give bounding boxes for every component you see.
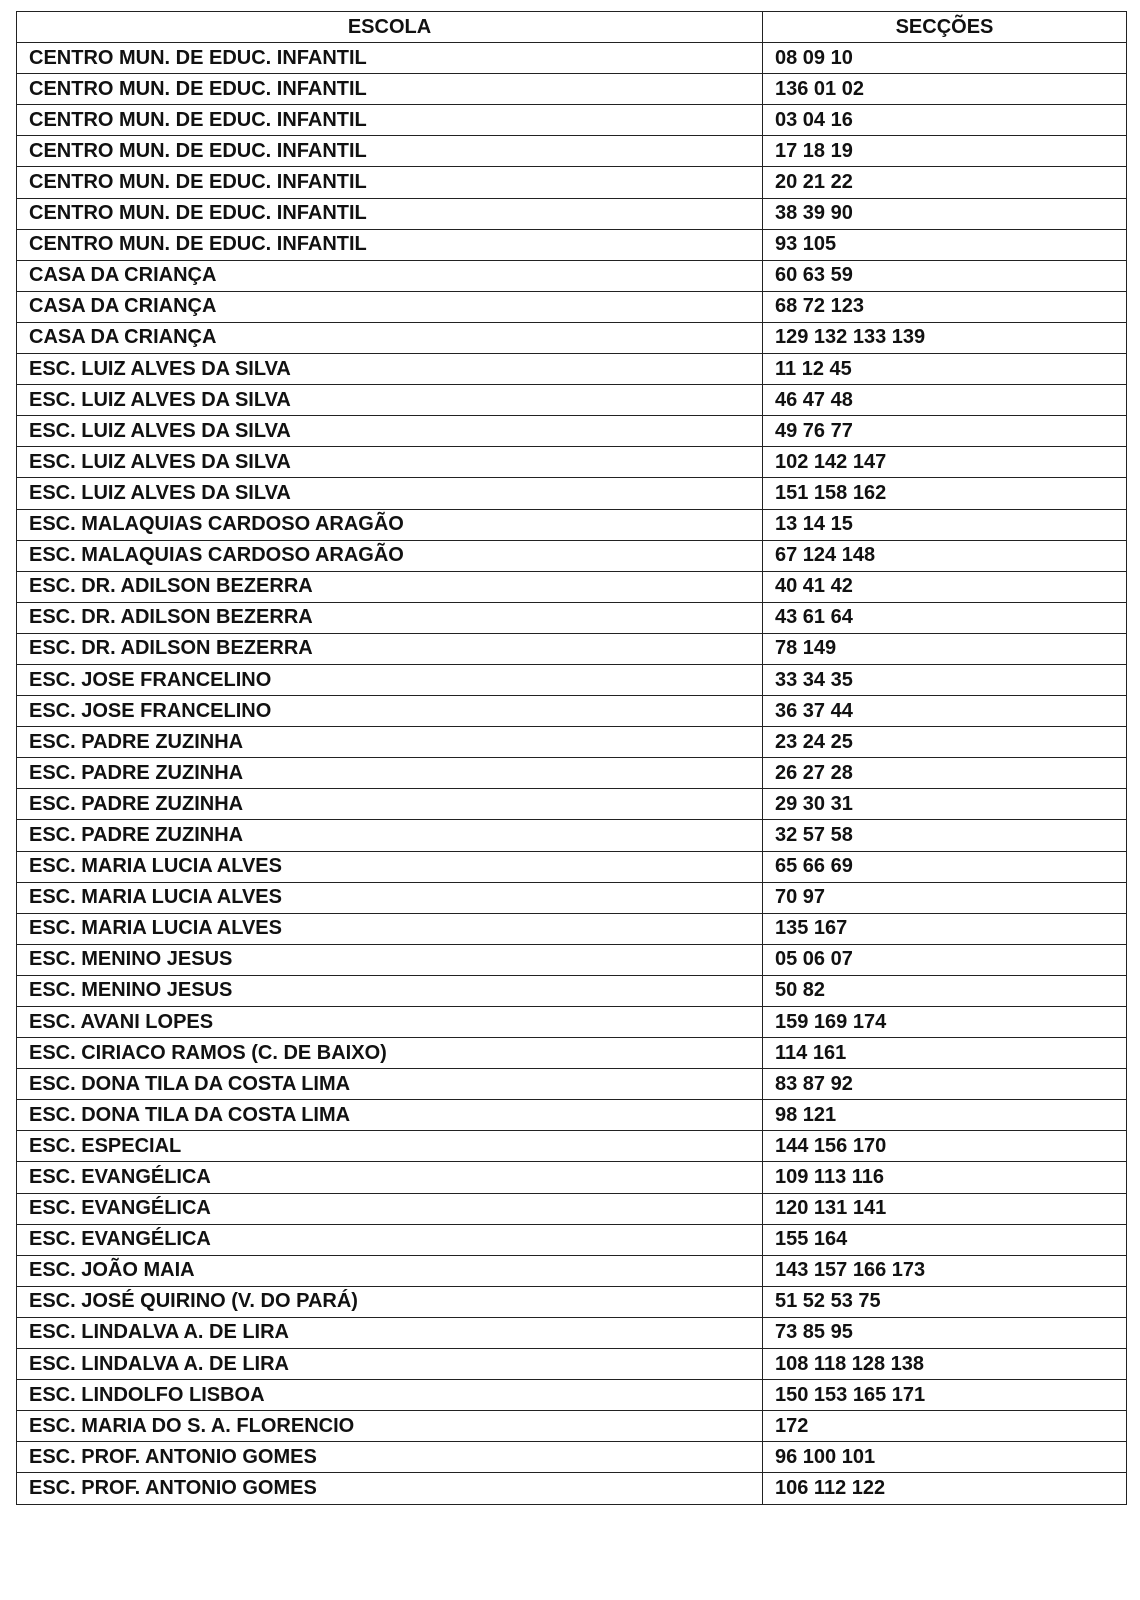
school-name-cell: ESC. LUIZ ALVES DA SILVA: [17, 478, 763, 509]
sections-cell: 17 18 19: [763, 136, 1127, 167]
table-row: [17, 229, 1127, 260]
table-row: [17, 354, 1127, 385]
school-name-cell: CASA DA CRIANÇA: [17, 322, 763, 353]
school-name-cell: ESC. LUIZ ALVES DA SILVA: [17, 447, 763, 478]
school-name-cell: CASA DA CRIANÇA: [17, 291, 763, 322]
school-name-cell: CENTRO MUN. DE EDUC. INFANTIL: [17, 74, 763, 105]
column-header-seccoes: SECÇÕES: [763, 12, 1127, 43]
sections-cell: 70 97: [763, 882, 1127, 913]
sections-cell: 155 164: [763, 1224, 1127, 1255]
sections-cell: 11 12 45: [763, 354, 1127, 385]
table-row: [17, 789, 1127, 820]
table-row: [17, 74, 1127, 105]
sections-cell: 03 04 16: [763, 105, 1127, 136]
table-row: [17, 509, 1127, 540]
school-name-cell: CENTRO MUN. DE EDUC. INFANTIL: [17, 105, 763, 136]
sections-cell: 33 34 35: [763, 664, 1127, 695]
school-name-cell: ESC. AVANI LOPES: [17, 1007, 763, 1038]
sections-cell: 159 169 174: [763, 1007, 1127, 1038]
table-row: [17, 1007, 1127, 1038]
school-name-cell: ESC. MENINO JESUS: [17, 944, 763, 975]
sections-cell: 40 41 42: [763, 571, 1127, 602]
table-row: [17, 1069, 1127, 1100]
sections-cell: 98 121: [763, 1100, 1127, 1131]
sections-cell: 151 158 162: [763, 478, 1127, 509]
school-name-cell: ESC. LINDALVA A. DE LIRA: [17, 1349, 763, 1380]
sections-cell: 120 131 141: [763, 1193, 1127, 1224]
school-name-cell: ESC. PADRE ZUZINHA: [17, 820, 763, 851]
table-row: [17, 758, 1127, 789]
table-row: [17, 1380, 1127, 1411]
sections-cell: 102 142 147: [763, 447, 1127, 478]
school-name-cell: ESC. LUIZ ALVES DA SILVA: [17, 416, 763, 447]
table-row: [17, 696, 1127, 727]
school-name-cell: ESC. EVANGÉLICA: [17, 1224, 763, 1255]
table-row: [17, 571, 1127, 602]
sections-cell: 93 105: [763, 229, 1127, 260]
sections-cell: 114 161: [763, 1038, 1127, 1069]
sections-cell: 43 61 64: [763, 602, 1127, 633]
sections-cell: 08 09 10: [763, 43, 1127, 74]
table-row: [17, 1038, 1127, 1069]
school-name-cell: ESC. ESPECIAL: [17, 1131, 763, 1162]
sections-cell: 68 72 123: [763, 291, 1127, 322]
sections-cell: 150 153 165 171: [763, 1380, 1127, 1411]
sections-cell: 26 27 28: [763, 758, 1127, 789]
school-name-cell: CENTRO MUN. DE EDUC. INFANTIL: [17, 198, 763, 229]
school-name-cell: ESC. MARIA LUCIA ALVES: [17, 882, 763, 913]
table-row: [17, 322, 1127, 353]
sections-cell: 20 21 22: [763, 167, 1127, 198]
table-row: [17, 198, 1127, 229]
table-row: [17, 1255, 1127, 1286]
table-row: [17, 385, 1127, 416]
school-name-cell: ESC. DR. ADILSON BEZERRA: [17, 571, 763, 602]
sections-cell: 36 37 44: [763, 696, 1127, 727]
school-name-cell: ESC. LINDOLFO LISBOA: [17, 1380, 763, 1411]
table-row: [17, 1100, 1127, 1131]
school-name-cell: ESC. DONA TILA DA COSTA LIMA: [17, 1069, 763, 1100]
sections-cell: 135 167: [763, 913, 1127, 944]
sections-cell: 23 24 25: [763, 727, 1127, 758]
school-name-cell: CASA DA CRIANÇA: [17, 260, 763, 291]
sections-cell: 60 63 59: [763, 260, 1127, 291]
table-row: [17, 882, 1127, 913]
school-name-cell: ESC. EVANGÉLICA: [17, 1193, 763, 1224]
school-name-cell: ESC. MALAQUIAS CARDOSO ARAGÃO: [17, 540, 763, 571]
sections-cell: 109 113 116: [763, 1162, 1127, 1193]
sections-cell: 65 66 69: [763, 851, 1127, 882]
table-row: [17, 820, 1127, 851]
table-row: [17, 416, 1127, 447]
sections-cell: 78 149: [763, 633, 1127, 664]
table-row: [17, 1286, 1127, 1317]
table-row: [17, 478, 1127, 509]
table-row: [17, 540, 1127, 571]
school-name-cell: ESC. PROF. ANTONIO GOMES: [17, 1442, 763, 1473]
sections-cell: 143 157 166 173: [763, 1255, 1127, 1286]
sections-cell: 106 112 122: [763, 1473, 1127, 1504]
sections-cell: 32 57 58: [763, 820, 1127, 851]
school-name-cell: ESC. JOSÉ QUIRINO (V. DO PARÁ): [17, 1286, 763, 1317]
school-name-cell: ESC. PROF. ANTONIO GOMES: [17, 1473, 763, 1504]
header-row: [17, 12, 1127, 43]
sections-cell: 49 76 77: [763, 416, 1127, 447]
school-name-cell: ESC. CIRIACO RAMOS (C. DE BAIXO): [17, 1038, 763, 1069]
table-row: [17, 167, 1127, 198]
sections-cell: 129 132 133 139: [763, 322, 1127, 353]
school-name-cell: ESC. JOSE FRANCELINO: [17, 696, 763, 727]
table-row: [17, 1349, 1127, 1380]
sections-cell: 67 124 148: [763, 540, 1127, 571]
table-header: [17, 12, 1127, 43]
column-header-escola: ESCOLA: [17, 12, 763, 43]
table-row: [17, 727, 1127, 758]
school-name-cell: CENTRO MUN. DE EDUC. INFANTIL: [17, 229, 763, 260]
school-name-cell: ESC. LINDALVA A. DE LIRA: [17, 1317, 763, 1348]
sections-cell: 96 100 101: [763, 1442, 1127, 1473]
sections-cell: 83 87 92: [763, 1069, 1127, 1100]
school-name-cell: ESC. EVANGÉLICA: [17, 1162, 763, 1193]
table-body: [17, 43, 1127, 1504]
sections-cell: 144 156 170: [763, 1131, 1127, 1162]
table-row: [17, 975, 1127, 1006]
school-name-cell: ESC. LUIZ ALVES DA SILVA: [17, 385, 763, 416]
table-row: [17, 1411, 1127, 1442]
school-name-cell: ESC. PADRE ZUZINHA: [17, 758, 763, 789]
table-row: [17, 1193, 1127, 1224]
table-row: [17, 913, 1127, 944]
table-row: [17, 664, 1127, 695]
sections-cell: 05 06 07: [763, 944, 1127, 975]
table-row: [17, 1473, 1127, 1504]
school-name-cell: ESC. JOÃO MAIA: [17, 1255, 763, 1286]
table-row: [17, 1224, 1127, 1255]
school-name-cell: ESC. MARIA LUCIA ALVES: [17, 913, 763, 944]
school-name-cell: ESC. PADRE ZUZINHA: [17, 789, 763, 820]
school-name-cell: ESC. DR. ADILSON BEZERRA: [17, 602, 763, 633]
sections-cell: 136 01 02: [763, 74, 1127, 105]
table-row: [17, 260, 1127, 291]
table-row: [17, 602, 1127, 633]
sections-cell: 172: [763, 1411, 1127, 1442]
table-row: [17, 291, 1127, 322]
school-name-cell: ESC. MALAQUIAS CARDOSO ARAGÃO: [17, 509, 763, 540]
sections-cell: 46 47 48: [763, 385, 1127, 416]
school-name-cell: ESC. PADRE ZUZINHA: [17, 727, 763, 758]
table-row: [17, 1442, 1127, 1473]
sections-cell: 51 52 53 75: [763, 1286, 1127, 1317]
table-row: [17, 1131, 1127, 1162]
table-row: [17, 136, 1127, 167]
sections-cell: 38 39 90: [763, 198, 1127, 229]
sections-cell: 29 30 31: [763, 789, 1127, 820]
sections-cell: 108 118 128 138: [763, 1349, 1127, 1380]
table-row: [17, 105, 1127, 136]
school-name-cell: ESC. MARIA DO S. A. FLORENCIO: [17, 1411, 763, 1442]
table-row: [17, 447, 1127, 478]
table-row: [17, 944, 1127, 975]
school-name-cell: ESC. MENINO JESUS: [17, 975, 763, 1006]
table-row: [17, 1317, 1127, 1348]
school-name-cell: CENTRO MUN. DE EDUC. INFANTIL: [17, 43, 763, 74]
sections-cell: 73 85 95: [763, 1317, 1127, 1348]
school-name-cell: CENTRO MUN. DE EDUC. INFANTIL: [17, 167, 763, 198]
school-name-cell: ESC. MARIA LUCIA ALVES: [17, 851, 763, 882]
table-row: [17, 633, 1127, 664]
school-name-cell: ESC. JOSE FRANCELINO: [17, 664, 763, 695]
school-sections-table: [16, 11, 1127, 1505]
school-name-cell: CENTRO MUN. DE EDUC. INFANTIL: [17, 136, 763, 167]
table-row: [17, 43, 1127, 74]
table-row: [17, 1162, 1127, 1193]
sections-cell: 50 82: [763, 975, 1127, 1006]
sections-cell: 13 14 15: [763, 509, 1127, 540]
school-name-cell: ESC. LUIZ ALVES DA SILVA: [17, 354, 763, 385]
school-name-cell: ESC. DR. ADILSON BEZERRA: [17, 633, 763, 664]
table-row: [17, 851, 1127, 882]
school-name-cell: ESC. DONA TILA DA COSTA LIMA: [17, 1100, 763, 1131]
